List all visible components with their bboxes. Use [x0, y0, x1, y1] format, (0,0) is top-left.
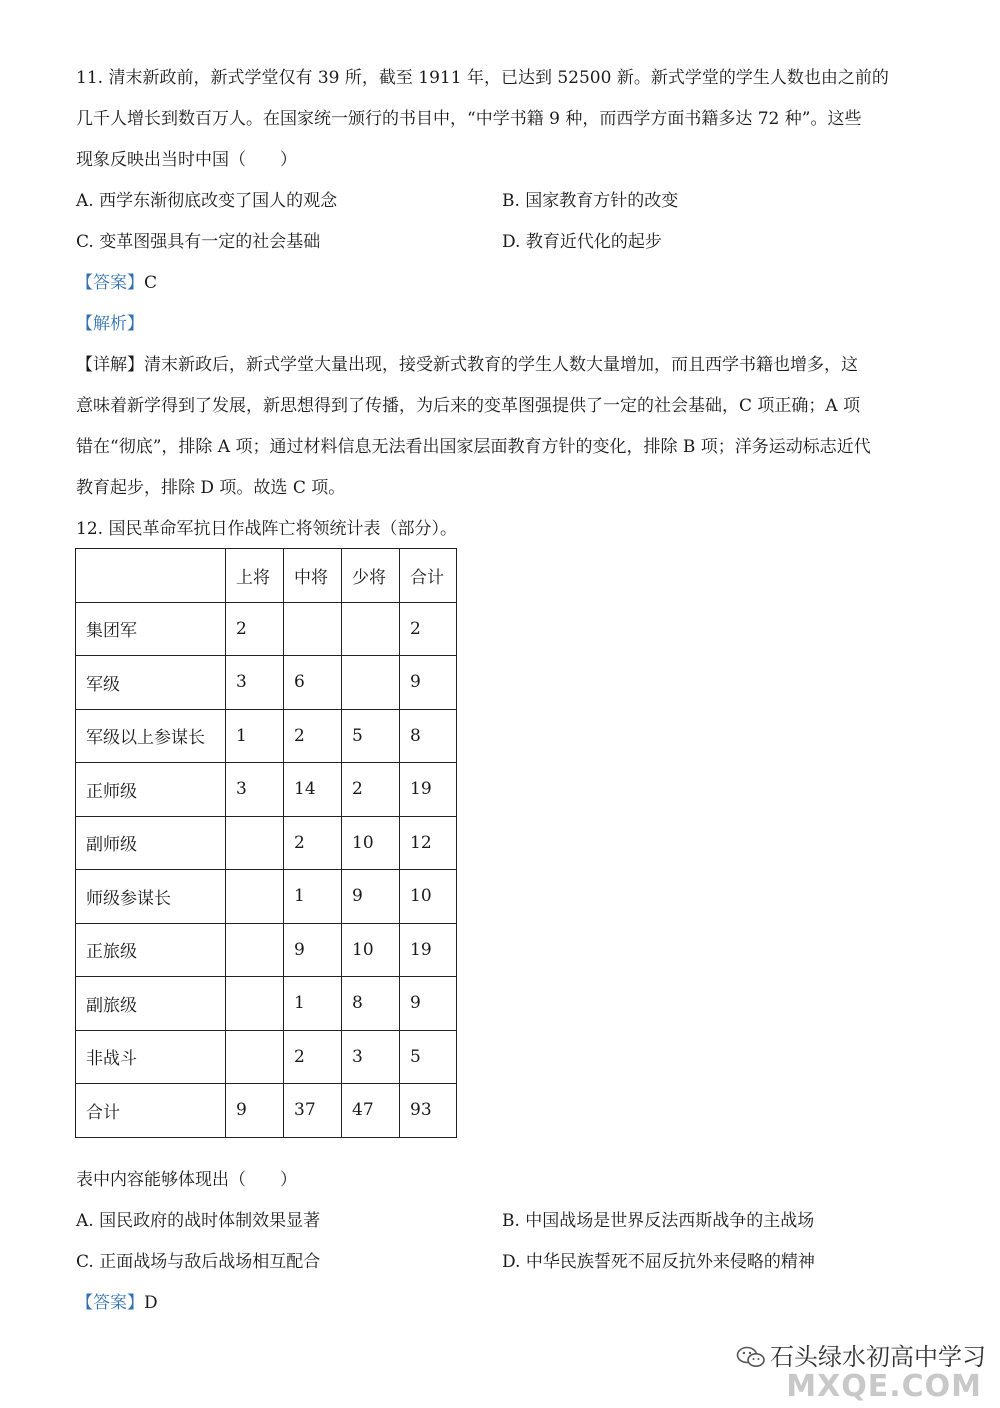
q11-option-c: C. 变革图强具有一定的社会基础	[76, 232, 321, 252]
q11-answer	[76, 271, 157, 295]
q11-detail-line-1	[76, 353, 858, 377]
table-cell: 9	[400, 656, 457, 710]
table-cell: 19	[400, 923, 457, 977]
table-cell: 9	[400, 977, 457, 1031]
answer-tag: 【答案】	[76, 1293, 144, 1313]
account-name: 石头绿水初高中学习	[770, 1343, 986, 1371]
table-cell: 2	[284, 1030, 342, 1084]
detail-tag: 【详解】	[76, 355, 144, 375]
q12-option-b: B. 中国战场是世界反法西斯战争的主战场	[502, 1211, 815, 1231]
q12-title: 12. 国民革命军抗日作战阵亡将领统计表（部分）。	[76, 519, 457, 539]
q11-line-3: 现象反映出当时中国（ ）	[76, 150, 297, 170]
table-cell: 2	[284, 709, 342, 763]
table-cell: 3	[342, 1030, 400, 1084]
table-cell	[226, 816, 284, 870]
account-watermark	[736, 1337, 986, 1372]
table-cell: 8	[400, 709, 457, 763]
table-cell: 9	[226, 1084, 284, 1138]
wechat-icon	[736, 1345, 766, 1369]
table-cell: 副师级	[76, 816, 226, 870]
answer-value: D	[144, 1293, 158, 1313]
table-cell	[226, 923, 284, 977]
table-cell: 师级参谋长	[76, 870, 226, 924]
table-cell	[284, 602, 342, 656]
table-cell: 2	[342, 763, 400, 817]
answer-tag: 【答案】	[76, 273, 144, 293]
table-cell: 军级以上参谋长	[76, 709, 226, 763]
table-row	[76, 656, 457, 710]
q11-line-1: 11. 清末新政前，新式学堂仅有 39 所，截至 1911 年，已达到 52500 新。新式学堂的学生人数也由之前的	[76, 68, 889, 88]
q11-detail-line-3: 错在“彻底”，排除 A 项；通过材料信息无法看出国家层面教育方针的变化，排除 B 项；洋务运动标志近代	[76, 437, 871, 457]
table-cell: 9	[342, 870, 400, 924]
table-cell: 12	[400, 816, 457, 870]
q12-option-d: D. 中华民族誓死不屈反抗外来侵略的精神	[502, 1252, 815, 1272]
table-cell	[226, 870, 284, 924]
table-cell: 9	[284, 923, 342, 977]
table-cell: 37	[284, 1084, 342, 1138]
table-cell: 2	[226, 602, 284, 656]
q11-detail-line-2: 意味着新学得到了发展，新思想得到了传播，为后来的变革图强提供了一定的社会基础，C 项正确；A 项	[76, 396, 861, 416]
q11-line-2: 几千人增长到数百万人。在国家统一颁行的书目中，“中学书籍 9 种，而西学方面书籍多达 72 种”。这些	[76, 109, 862, 129]
table-cell: 军级	[76, 656, 226, 710]
table-cell: 正师级	[76, 763, 226, 817]
q12-option-a: A. 国民政府的战时体制效果显著	[76, 1211, 321, 1231]
table-cell: 1	[284, 870, 342, 924]
table-cell: 2	[400, 602, 457, 656]
table-cell: 非战斗	[76, 1030, 226, 1084]
casualty-stats-table	[75, 548, 457, 1138]
q11-detail-line-4: 教育起步，排除 D 项。故选 C 项。	[76, 478, 346, 498]
table-cell: 3	[226, 656, 284, 710]
q11-option-a: A. 西学东渐彻底改变了国人的观念	[76, 191, 338, 211]
table-cell: 8	[342, 977, 400, 1031]
analysis-tag: 【解析】	[76, 314, 144, 334]
table-row	[76, 977, 457, 1031]
table-cell: 19	[400, 763, 457, 817]
header-cell	[76, 549, 226, 603]
table-cell: 6	[284, 656, 342, 710]
table-cell: 1	[226, 709, 284, 763]
table-row	[76, 1030, 457, 1084]
table-cell: 集团军	[76, 602, 226, 656]
table-cell: 2	[284, 816, 342, 870]
q12-answer	[76, 1291, 158, 1315]
q11-analysis	[76, 312, 144, 336]
table-cell: 正旅级	[76, 923, 226, 977]
header-cell: 合计	[400, 549, 457, 603]
table-cell: 5	[342, 709, 400, 763]
header-cell: 上将	[226, 549, 284, 603]
table-cell: 5	[400, 1030, 457, 1084]
table-row	[76, 816, 457, 870]
site-watermark: MXQE.COM	[786, 1369, 982, 1404]
header-cell: 少将	[342, 549, 400, 603]
q11-option-d: D. 教育近代化的起步	[502, 232, 662, 252]
table-cell	[342, 602, 400, 656]
table-cell: 93	[400, 1084, 457, 1138]
q12-stem: 表中内容能够体现出（ ）	[76, 1170, 297, 1190]
table-row	[76, 763, 457, 817]
table-row	[76, 923, 457, 977]
table-cell: 副旅级	[76, 977, 226, 1031]
table-cell: 47	[342, 1084, 400, 1138]
table-header-row	[76, 549, 457, 603]
table-cell: 14	[284, 763, 342, 817]
detail-text: 清末新政后，新式学堂大量出现，接受新式教育的学生人数大量增加，而且西学书籍也增多，这	[144, 355, 858, 375]
table-cell	[342, 656, 400, 710]
table-total-row	[76, 1084, 457, 1138]
table-cell: 10	[400, 870, 457, 924]
table-cell: 合计	[76, 1084, 226, 1138]
q12-option-c: C. 正面战场与敌后战场相互配合	[76, 1252, 321, 1272]
table-row	[76, 870, 457, 924]
table-cell: 10	[342, 816, 400, 870]
q11-option-b: B. 国家教育方针的改变	[502, 191, 679, 211]
table-cell: 1	[284, 977, 342, 1031]
header-cell: 中将	[284, 549, 342, 603]
table-cell	[226, 977, 284, 1031]
table-cell: 3	[226, 763, 284, 817]
table-cell: 10	[342, 923, 400, 977]
table-row	[76, 602, 457, 656]
answer-value: C	[144, 273, 158, 293]
table-cell	[226, 1030, 284, 1084]
table-row	[76, 709, 457, 763]
